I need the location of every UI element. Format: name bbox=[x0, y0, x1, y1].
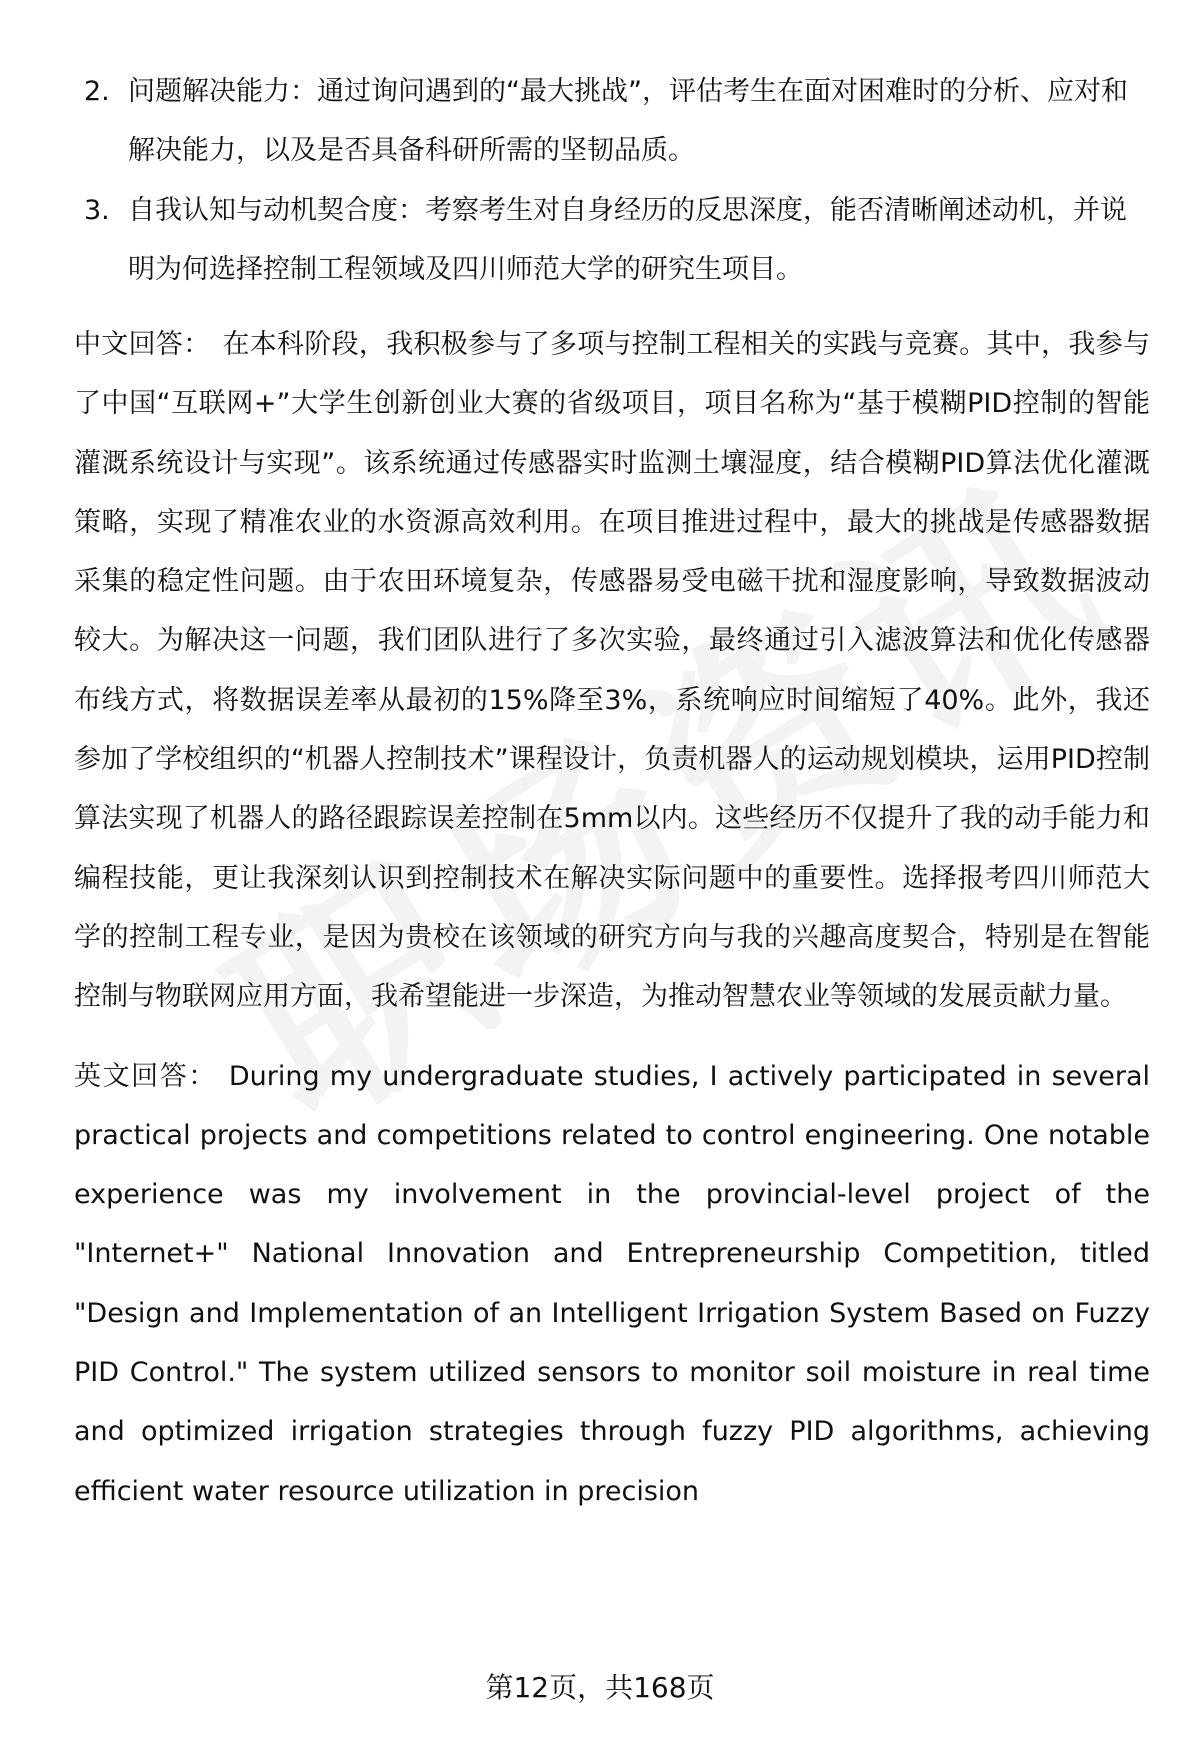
list-item bbox=[74, 181, 1150, 299]
criteria-list bbox=[74, 62, 1150, 299]
english-answer-paragraph bbox=[74, 1047, 1150, 1521]
chinese-answer-label: 中文回答： bbox=[74, 329, 211, 360]
list-item-text: 自我认知与动机契合度：考察考生对自身经历的反思深度，能否清晰阐述动机，并说明为何选择控制工程领域及四川师范大学的研究生项目。 bbox=[128, 195, 1127, 285]
chinese-answer-paragraph bbox=[74, 315, 1150, 1027]
list-item-number: 2. bbox=[84, 76, 110, 107]
page-footer bbox=[0, 1668, 1200, 1708]
page-number: 第12页，共168页 bbox=[485, 1671, 715, 1704]
list-item-text: 问题解决能力：通过询问遇到的“最大挑战”，评估考生在面对困难时的分析、应对和解决能力，以及是否具备科研所需的坚韧品质。 bbox=[128, 76, 1128, 166]
list-item-number: 3. bbox=[84, 195, 110, 226]
chinese-answer-text: 在本科阶段，我积极参与了多项与控制工程相关的实践与竞赛。其中，我参与了中国“互联网+”大学生创新创业大赛的省级项目，项目名称为“基于模糊PID控制的智能灌溉系统设计与实现”。该系统通过传感器实时监测土壤湿度，结合模糊PID算法优化灌溉策略，实现了精准农业的水资源高效利用。在项目推进过程中，最大的挑战是传感器数据采集的稳定性问题。由于农田环境复杂，传感器易受电磁干扰和湿度影响，导致数据波动较大。为解决这一问题，我们团队进行了多次实验，最终通过引入滤波算法和优化传感器布线方式，将数据误差率从最初的15%降至3%，系统响应时间缩短了40%。此外，我还参加了学校组织的“机器人控制技术”课程设计，负责机器人的运动规划模块，运用PID控制算法实现了机器人的路径跟踪误差控制在5mm以内。这些经历不仅提升了我的动手能力和编程技能，更让我深刻认识到控制技术在解决实际问题中的重要性。选择报考四川师范大学的控制工程专业，是因为贵校在该领域的研究方向与我的兴趣高度契合，特别是在智能控制与物联网应用方面，我希望能进一步深造，为推动智慧农业等领域的发展贡献力量。 bbox=[74, 329, 1151, 1013]
english-answer-text: During my undergraduate studies, I actively participated in several practical projects and competitions related to control engineering. One notable experience was my involvement in the provincial-level project of the "Internet+" National Innovation and Entrepreneurship Competition, titled "Design and Implementation of an Intelligent Irrigation System Based on Fuzzy PID Control." The system utilized sensors to monitor soil moisture in real time and optimized irrigation strategies through fuzzy PID algorithms, achieving efficient water resource utilization in precision bbox=[74, 1060, 1150, 1507]
list-item bbox=[74, 62, 1150, 180]
english-answer-label: 英文回答： bbox=[74, 1060, 217, 1092]
document-page bbox=[74, 62, 1150, 1521]
